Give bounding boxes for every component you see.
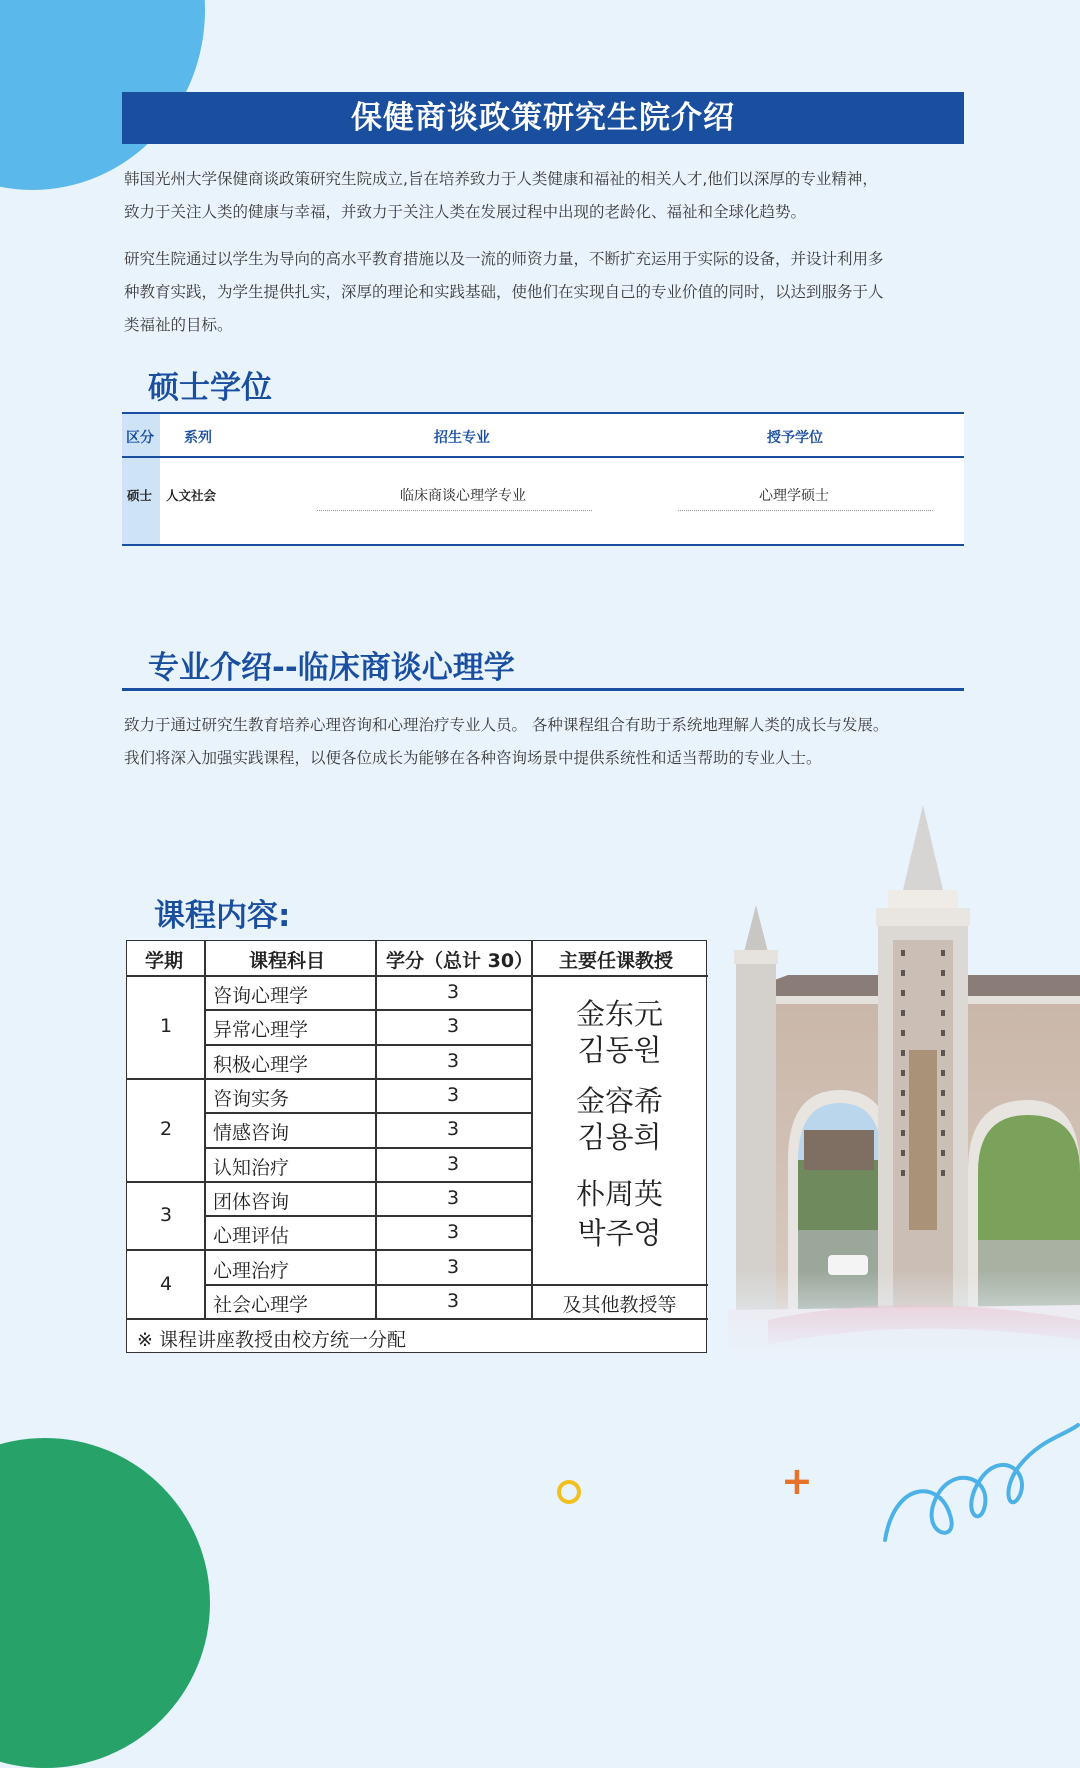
course-name: 认知治疗	[213, 1157, 290, 1179]
dotted-divider	[317, 510, 592, 511]
course-name: 异常心理学	[213, 1019, 309, 1041]
decor-squiggle	[880, 1420, 1080, 1542]
degree-col-series: 系列	[184, 430, 212, 446]
degree-cell-degree: 心理学硕士	[759, 488, 829, 504]
decor-ring	[557, 1480, 581, 1504]
degree-cell-category: 硕士	[127, 488, 153, 503]
intro-paragraph-1	[124, 163, 966, 229]
grid-line	[531, 1284, 708, 1286]
course-credit: 3	[447, 1084, 460, 1106]
text-line: 致力于通过研究生教育培养心理咨询和心理治疗专业人员。 各种课程组合有助于系统地理解人类的成长与发展。	[124, 716, 889, 734]
course-name: 咨询实务	[213, 1088, 290, 1110]
course-credit: 3	[447, 1153, 460, 1175]
major-heading: 专业介绍--临床商谈心理学	[148, 650, 515, 686]
grid-line	[375, 941, 377, 1318]
curriculum-note: ※ 课程讲座教授由校方统一分配	[137, 1329, 406, 1351]
professor-name-ko: 김동원	[577, 1033, 662, 1067]
course-name: 积极心理学	[213, 1054, 309, 1076]
grid-line	[204, 1147, 531, 1149]
other-professors: 及其他教授等	[562, 1294, 677, 1316]
semester-cell: 3	[160, 1204, 173, 1226]
grid-line	[127, 1318, 708, 1320]
decor-circle-bottom-left	[0, 1438, 210, 1768]
course-name: 心理评估	[213, 1225, 290, 1247]
university-gate-image	[728, 800, 1080, 1360]
grid-line	[127, 975, 708, 977]
course-credit: 3	[447, 1290, 460, 1312]
degree-heading: 硕士学位	[148, 370, 272, 406]
course-credit: 3	[447, 1118, 460, 1140]
text-line: 种教育实践，为学生提供扎实，深厚的理论和实践基础，使他们在实现自己的专业价值的同时，以达到服务于人	[124, 283, 884, 301]
col-header-course: 课程科目	[249, 950, 326, 972]
professor-name-ko: 김용희	[577, 1120, 662, 1154]
semester-cell: 2	[160, 1118, 173, 1140]
course-name: 情感咨询	[213, 1122, 290, 1144]
intro-paragraph-2	[124, 243, 966, 342]
grid-line	[127, 1249, 531, 1251]
course-credit: 3	[447, 1187, 460, 1209]
professor-name-zh: 金容希	[575, 1084, 663, 1118]
degree-col-category: 区分	[126, 430, 154, 446]
course-credit: 3	[447, 1050, 460, 1072]
major-heading-underline	[122, 688, 964, 691]
grid-line	[204, 1009, 531, 1011]
text-line: 类福祉的目标。	[124, 316, 233, 334]
course-name: 社会心理学	[213, 1294, 309, 1316]
curriculum-heading: 课程内容:	[154, 898, 291, 934]
semester-cell: 1	[160, 1015, 173, 1037]
professor-name-zh: 金东元	[575, 997, 663, 1031]
degree-table-header	[122, 414, 964, 458]
grid-line	[204, 941, 206, 1318]
course-name: 心理治疗	[213, 1260, 290, 1282]
degree-cell-series: 人文社会	[166, 488, 217, 503]
major-paragraph	[124, 709, 966, 775]
professor-name-zh: 朴周英	[575, 1177, 663, 1211]
grid-line	[204, 1044, 531, 1046]
degree-col-degree: 授予学位	[767, 430, 823, 446]
text-line: 韩国光州大学保健商谈政策研究生院成立,旨在培养致力于人类健康和福祉的相关人才,他们以深厚的专业精神，	[124, 170, 878, 188]
col-header-credit: 学分（总计 30）	[386, 950, 534, 972]
course-name: 咨询心理学	[213, 985, 309, 1007]
semester-cell: 4	[160, 1273, 173, 1295]
col-header-professor: 主要任课教授	[559, 950, 674, 972]
course-name: 团体咨询	[213, 1191, 290, 1213]
decor-plus-icon: +	[781, 1459, 813, 1503]
professor-name-ko: 박주영	[577, 1216, 662, 1250]
text-line: 研究生院通过以学生为导向的高水平教育措施以及一流的师资力量，不断扩充运用于实际的设备，并设计利用多	[124, 250, 884, 268]
page-title: 保健商谈政策研究生院介绍	[122, 92, 964, 144]
curriculum-table	[126, 940, 707, 1353]
course-credit: 3	[447, 1015, 460, 1037]
grid-line	[127, 1181, 531, 1183]
dotted-divider	[678, 510, 933, 511]
degree-cell-major: 临床商谈心理学专业	[400, 488, 526, 504]
grid-line	[204, 1112, 531, 1114]
course-credit: 3	[447, 1221, 460, 1243]
grid-line	[127, 1078, 531, 1080]
text-line: 我们将深入加强实践课程，以便各位成长为能够在各种咨询场景中提供系统性和适当帮助的专业人士。	[124, 749, 822, 767]
text-line: 致力于关注人类的健康与幸福，并致力于关注人类在发展过程中出现的老龄化、福祉和全球化趋势。	[124, 203, 807, 221]
course-credit: 3	[447, 1256, 460, 1278]
col-header-semester: 学期	[145, 950, 184, 972]
degree-table	[122, 412, 964, 546]
degree-col-major: 招生专业	[434, 430, 490, 446]
grid-line	[204, 1215, 531, 1217]
course-credit: 3	[447, 981, 460, 1003]
